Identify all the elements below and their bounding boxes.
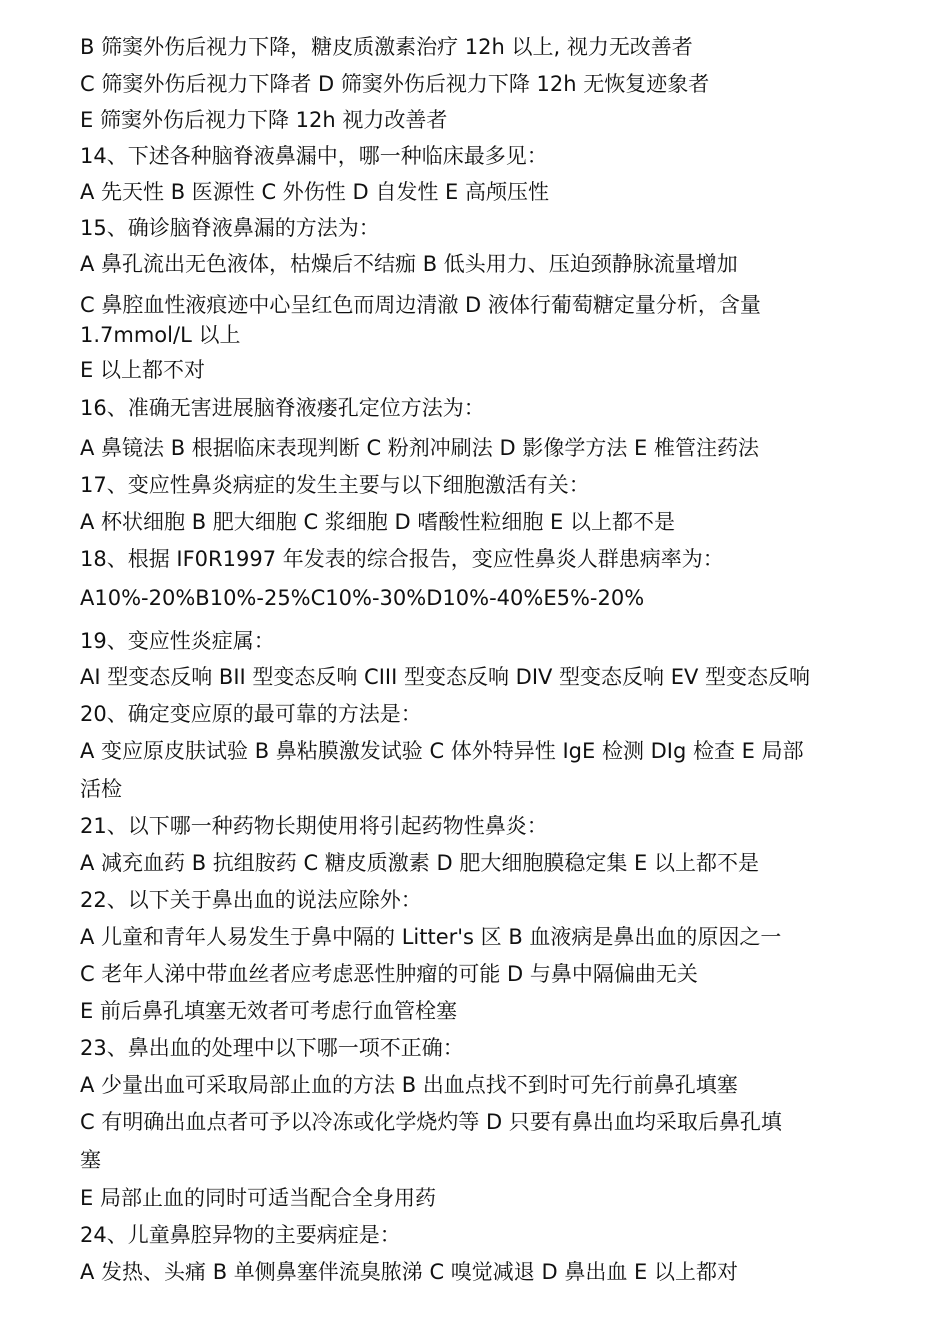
question-stem: 14、下述各种脑脊液鼻漏中，哪一种临床最多见： [80, 144, 548, 168]
answer-options: A 鼻孔流出无色液体，枯燥后不结痂 B 低头用力、压迫颈静脉流量增加 [80, 252, 738, 276]
question-stem: 16、准确无害进展脑脊液瘘孔定位方法为： [80, 396, 485, 420]
answer-options: 塞 [80, 1148, 101, 1172]
answer-options: AI 型变态反响 BII 型变态反响 CIII 型变态反响 DIV 型变态反响 EV 型变态反响 [80, 665, 811, 689]
question-stem: 19、变应性炎症属： [80, 629, 275, 653]
question-stem: 24、儿童鼻腔异物的主要病症是： [80, 1223, 401, 1247]
answer-options: A 减充血药 B 抗组胺药 C 糖皮质激素 D 肥大细胞膜稳定集 E 以上都不是 [80, 851, 759, 875]
answer-options: A10%-20%B10%-25%C10%-30%D10%-40%E5%-20% [80, 586, 645, 610]
answer-options: A 变应原皮肤试验 B 鼻粘膜激发试验 C 体外特异性 IgE 检测 DIg 检查 E 局部 [80, 739, 804, 763]
question-stem: 15、确诊脑脊液鼻漏的方法为： [80, 216, 380, 240]
answer-options: A 儿童和青年人易发生于鼻中隔的 Litter's 区 B 血液病是鼻出血的原因之一 [80, 925, 782, 949]
answer-options: C 鼻腔血性液痕迹中心呈红色而周边清澈 D 液体行葡萄糖定量分析，含量 [80, 293, 761, 317]
answer-options: C 有明确出血点者可予以冷冻或化学烧灼等 D 只要有鼻出血均采取后鼻孔填 [80, 1110, 782, 1134]
question-stem: 23、鼻出血的处理中以下哪一项不正确： [80, 1036, 464, 1060]
answer-options: 活检 [80, 777, 122, 801]
question-stem: 22、以下关于鼻出血的说法应除外： [80, 888, 422, 912]
answer-options: A 发热、头痛 B 单侧鼻塞伴流臭脓涕 C 嗅觉减退 D 鼻出血 E 以上都对 [80, 1260, 738, 1284]
answer-options: C 老年人涕中带血丝者应考虑恶性肿瘤的可能 D 与鼻中隔偏曲无关 [80, 962, 698, 986]
question-stem: 17、变应性鼻炎病症的发生主要与以下细胞激活有关： [80, 473, 590, 497]
question-stem: 18、根据 IF0R1997 年发表的综合报告，变应性鼻炎人群患病率为： [80, 547, 724, 571]
answer-options: A 鼻镜法 B 根据临床表现判断 C 粉剂冲刷法 D 影像学方法 E 椎管注药法 [80, 436, 759, 460]
text-line: B 筛窦外伤后视力下降，糖皮质激素治疗 12h 以上, 视力无改善者 [80, 35, 693, 59]
text-line: E 筛窦外伤后视力下降 12h 视力改善者 [80, 108, 448, 132]
answer-options: 1.7mmol/L 以上 [80, 323, 241, 347]
answer-options: A 少量出血可采取局部止血的方法 B 出血点找不到时可先行前鼻孔填塞 [80, 1073, 738, 1097]
question-stem: 20、确定变应原的最可靠的方法是： [80, 702, 422, 726]
question-stem: 21、以下哪一种药物长期使用将引起药物性鼻炎： [80, 814, 548, 838]
answer-options: A 先天性 B 医源性 C 外伤性 D 自发性 E 高颅压性 [80, 180, 549, 204]
text-line: C 筛窦外伤后视力下降者 D 筛窦外伤后视力下降 12h 无恢复迹象者 [80, 72, 710, 96]
answer-options: E 以上都不对 [80, 358, 205, 382]
answer-options: E 局部止血的同时可适当配合全身用药 [80, 1186, 436, 1210]
answer-options: A 杯状细胞 B 肥大细胞 C 浆细胞 D 嗜酸性粒细胞 E 以上都不是 [80, 510, 675, 534]
answer-options: E 前后鼻孔填塞无效者可考虑行血管栓塞 [80, 999, 457, 1023]
